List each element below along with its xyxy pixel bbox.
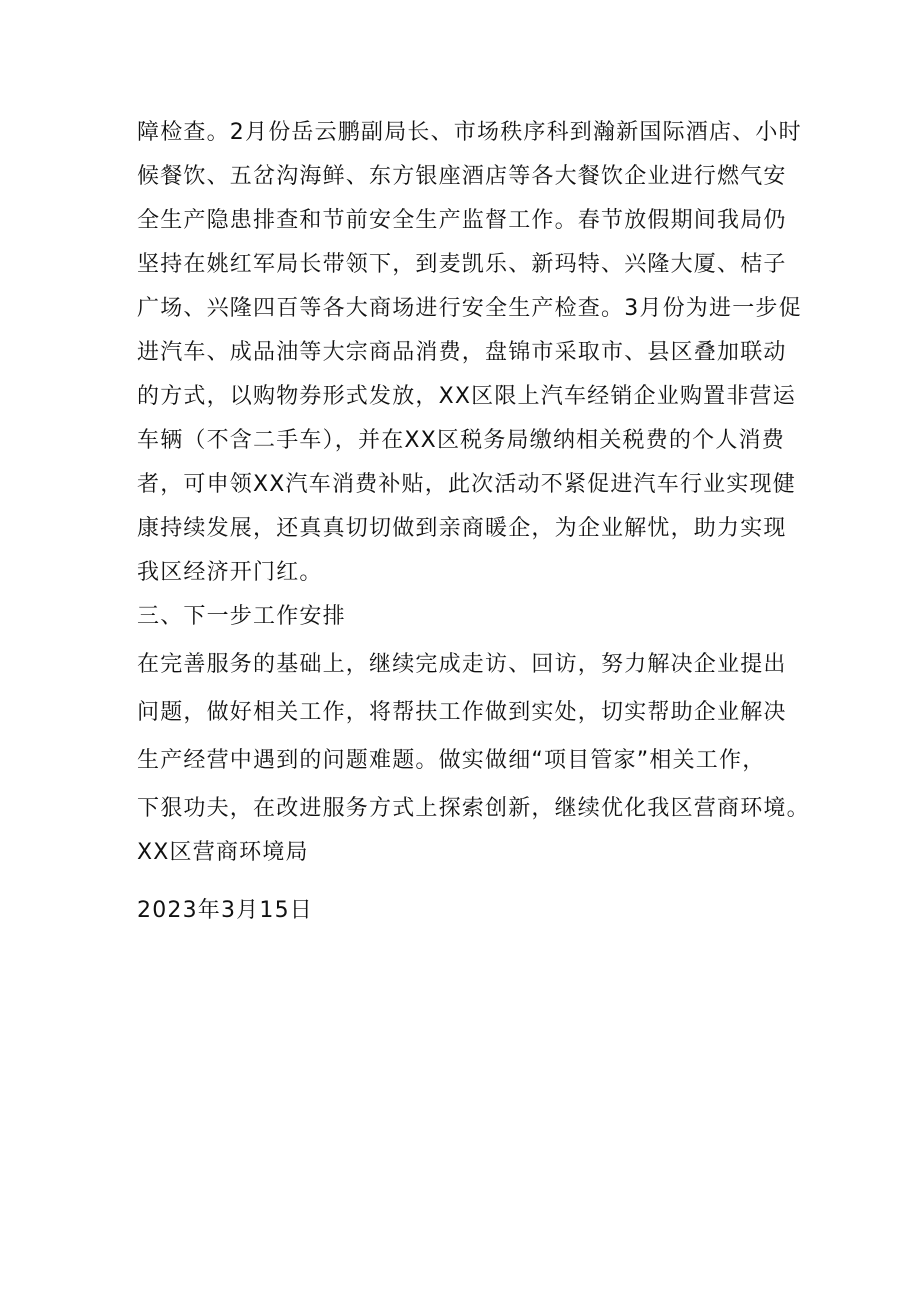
paragraph-line: 坚持在姚红军局长带领下，到麦凯乐、新玛特、兴隆大厦、桔子 <box>137 252 787 277</box>
paragraph-line: 在完善服务的基础上，继续完成走访、回访，努力解决企业提出 <box>137 652 787 677</box>
document-body <box>137 111 827 933</box>
paragraph-line: 者，可申领XX汽车消费补贴，此次活动不紧促进汽车行业实现健 <box>137 472 796 497</box>
paragraph-2 <box>137 643 827 831</box>
paragraph-line: 进汽车、成品油等大宗商品消费，盘锦市采取市、县区叠加联动 <box>137 340 787 365</box>
paragraph-line: 我区经济开门红。 <box>137 560 323 585</box>
paragraph-line: 广场、兴隆四百等各大商场进行安全生产检查。3月份为进一步促 <box>137 296 802 321</box>
signature: XX区营商环境局 <box>137 840 309 865</box>
paragraph-line: 的方式，以购物券形式发放，XX区限上汽车经销企业购置非营运 <box>137 384 796 409</box>
section-heading: 三、下一步工作安排 <box>137 604 346 629</box>
paragraph-1 <box>137 111 827 595</box>
paragraph-line: 问题，做好相关工作，将帮扶工作做到实处，切实帮助企业解决 <box>137 700 787 725</box>
document-date: 2023年3月15日 <box>137 898 313 923</box>
paragraph-line: 生产经营中遇到的问题难题。做实做细“项目管家”相关工作， <box>137 748 766 773</box>
paragraph-line: 康持续发展，还真真切切做到亲商暖企，为企业解忧，助力实现 <box>137 516 787 541</box>
paragraph-line: 下狠功夫，在改进服务方式上探索创新，继续优化我区营商环境。 <box>137 796 810 821</box>
paragraph-line: 全生产隐患排查和节前安全生产监督工作。春节放假期间我局仍 <box>137 208 787 233</box>
paragraph-line: 车辆（不含二手车），并在XX区税务局缴纳相关税费的个人消费 <box>137 428 785 453</box>
paragraph-line: 候餐饮、五岔沟海鲜、东方银座酒店等各大餐饮企业进行燃气安 <box>137 164 787 189</box>
paragraph-line: 障检查。2月份岳云鹏副局长、市场秩序科到瀚新国际酒店、小时 <box>137 120 802 145</box>
